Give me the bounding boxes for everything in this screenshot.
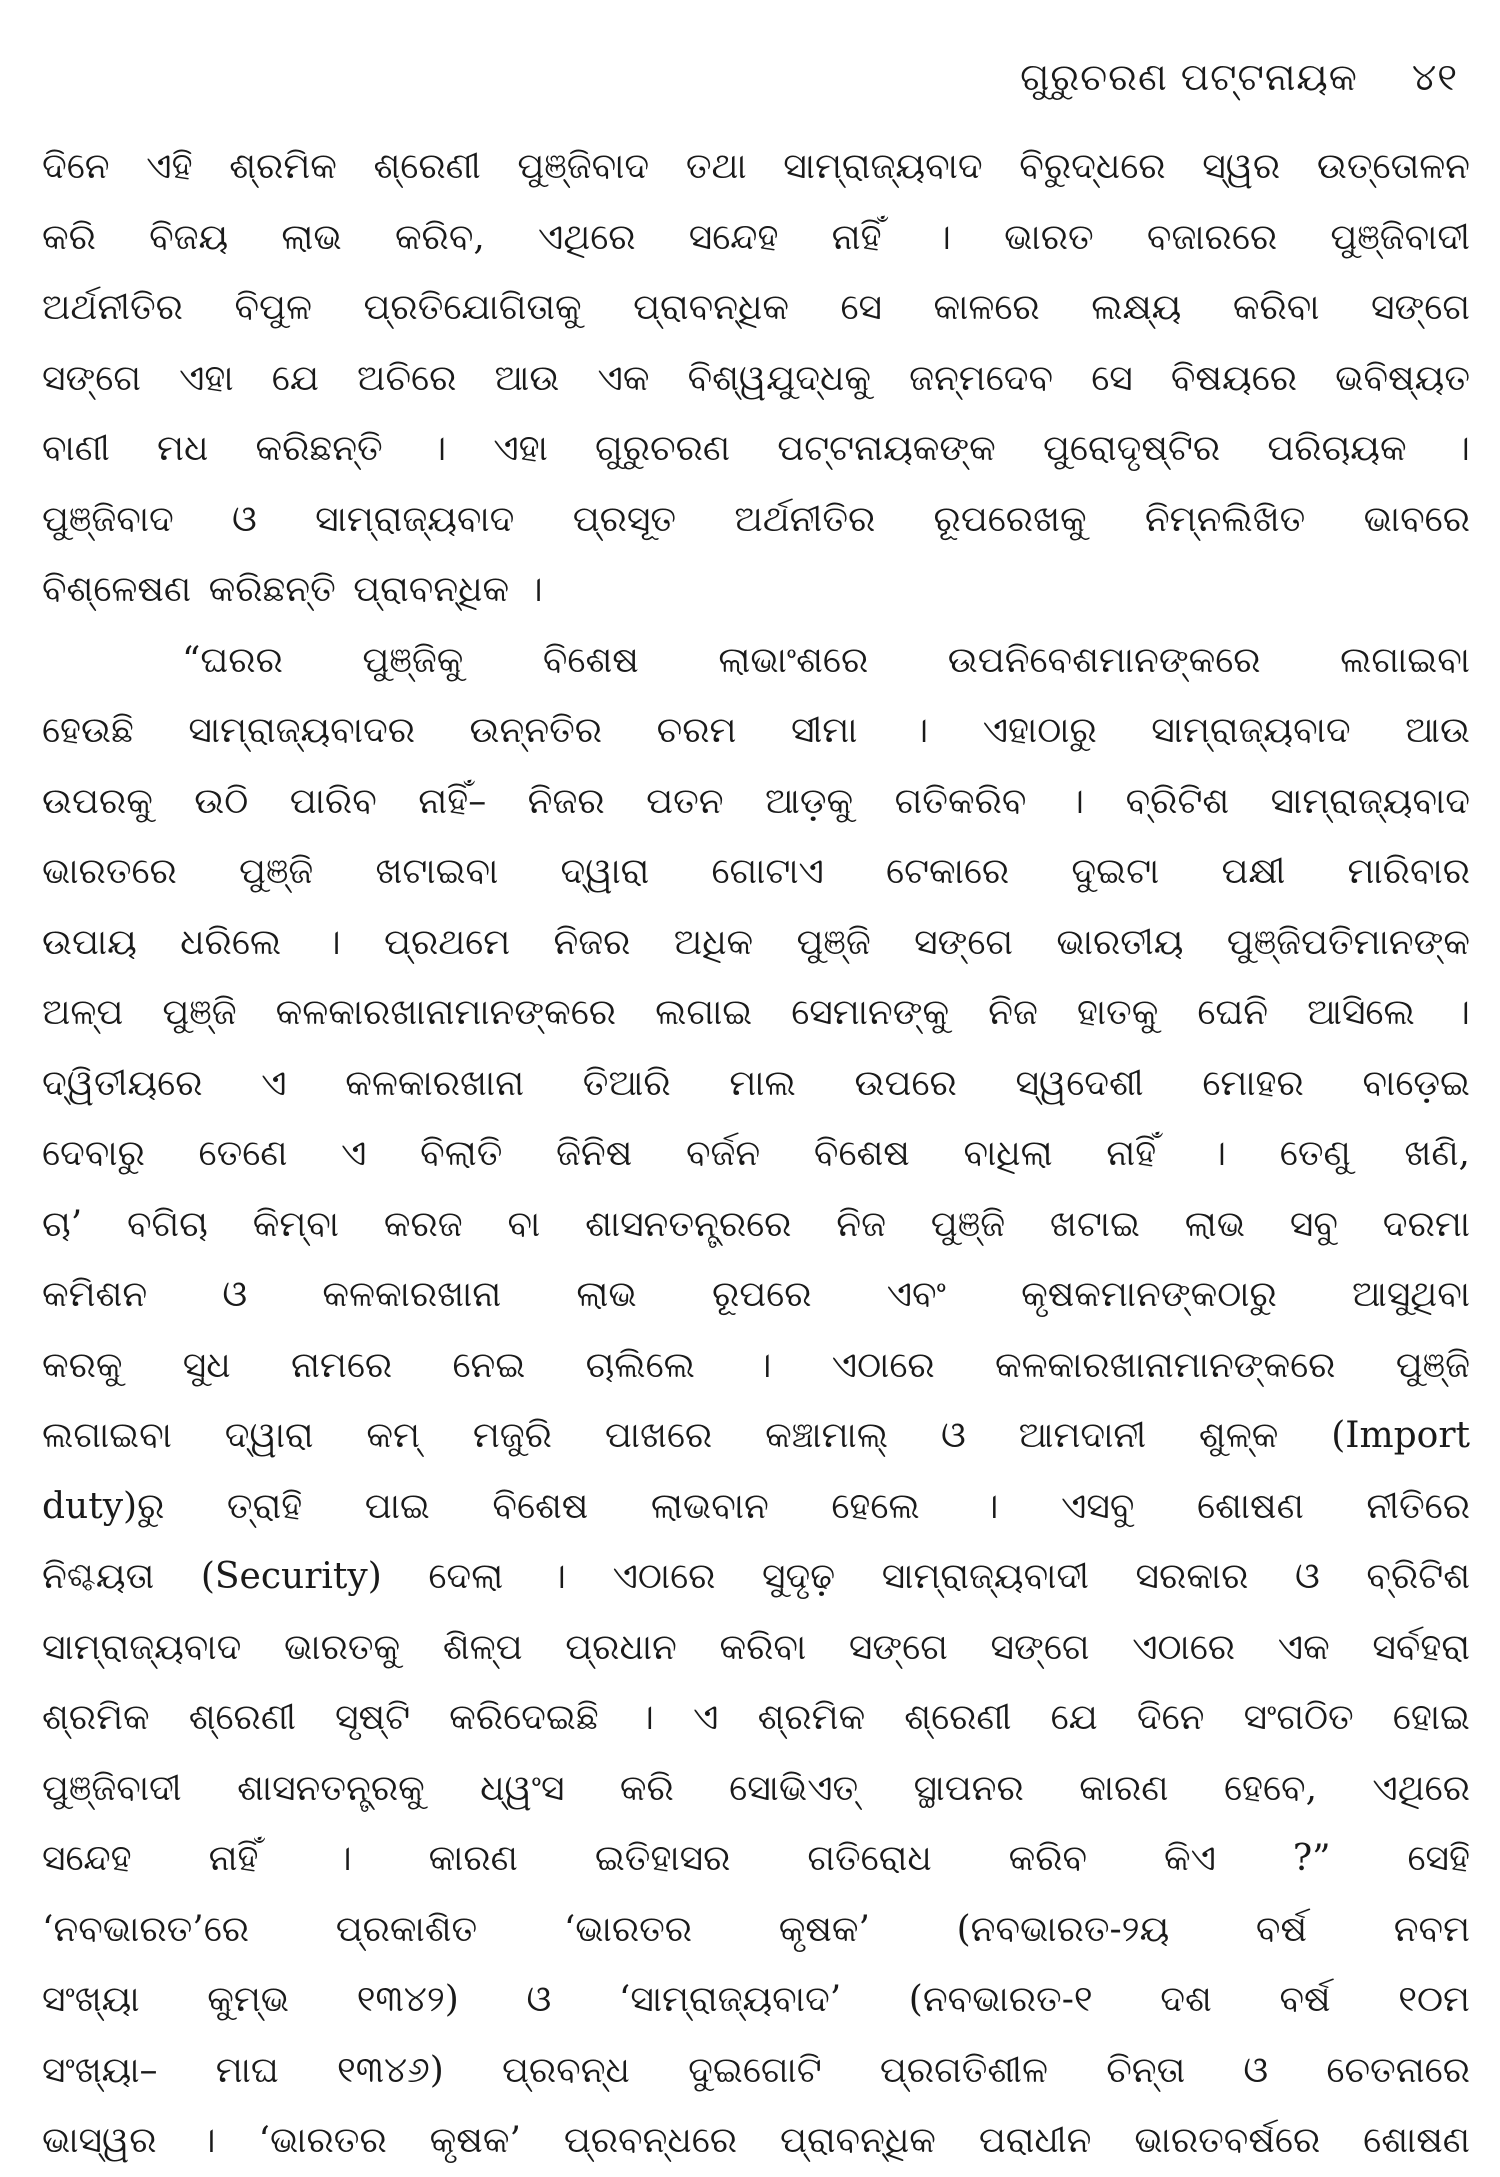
text-line: ସଙ୍ଗେ ଏହା ଯେ ଅଚିରେ ଆଉ ଏକ ବିଶ୍ୱଯୁଦ୍ଧକୁ ଜନ୍ମଦେବ ସେ ବିଷୟରେ ଭବିଷ୍ୟତ xyxy=(42,357,1470,399)
text-line: ପୁଞ୍ଜିବାଦୀ ଶାସନତନ୍ତ୍ରକୁ ଧ୍ୱଂସ କରି ସୋଭିଏତ୍ ସ୍ଥାପନର କାରଣ ହେବେ, ଏଥିରେ xyxy=(42,1767,1470,1809)
text-line: ପୁଞ୍ଜିବାଦ ଓ ସାମ୍ରାଜ୍ୟବାଦ ପ୍ରସୂତ ଅର୍ଥନୀତିର ରୂପରେଖକୁ ନିମ୍ନଲିଖିତ ଭାବରେ xyxy=(42,498,1470,540)
text-line: ଭାସ୍ୱର । ‘ଭାରତର କୃଷକ’ ପ୍ରବନ୍ଧରେ ପ୍ରାବନ୍ଧିକ ପରାଧୀନ ଭାରତବର୍ଷରେ ଶୋଷଣ xyxy=(42,2120,1470,2161)
page-number: ୪୧ xyxy=(1411,55,1458,99)
text-line: ଦିନେ ଏହି ଶ୍ରମିକ ଶ୍ରେଣୀ ପୁଞ୍ଜିବାଦ ତଥା ସାମ୍ରାଜ୍ୟବାଦ ବିରୁଦ୍ଧରେ ସ୍ୱର ଉତ୍ତୋଳନ xyxy=(42,146,1470,187)
text-line: ବାଣୀ ମଧ କରିଛନ୍ତି । ଏହା ଗୁରୁଚରଣ ପଟ୍ଟନାୟକଙ୍କ ପୁରୋଦୃଷ୍ଟିର ପରିଚାୟକ । xyxy=(42,428,1470,469)
text-line: ଉପରକୁ ଉଠି ପାରିବ ନାହିଁ– ନିଜର ପତନ ଆଡ଼କୁ ଗତିକରିବ । ବ୍ରିଟିଶ ସାମ୍ରାଜ୍ୟବାଦ xyxy=(42,780,1470,822)
text-line: ଅଳ୍ପ ପୁଞ୍ଜି କଳକାରଖାନାମାନଙ୍କରେ ଲଗାଇ ସେମାନଙ୍କୁ ନିଜ ହାତକୁ ଘେନି ଆସିଲେ । xyxy=(42,992,1470,1033)
text-line: ଅର୍ଥନୀତିର ବିପୁଳ ପ୍ରତିଯୋଗିତାକୁ ପ୍ରାବନ୍ଧିକ ସେ କାଳରେ ଲକ୍ଷ୍ୟ କରିବା ସଙ୍ଗେ xyxy=(42,287,1470,328)
text-line: ନିଶ୍ଚୟତା (Security) ଦେଲା । ଏଠାରେ ସୁଦୃଢ଼ ସାମ୍ରାଜ୍ୟବାଦୀ ସରକାର ଓ ବ୍ରିଟିଶ xyxy=(42,1556,1470,1597)
text-line: ଶ୍ରମିକ ଶ୍ରେଣୀ ସୃଷ୍ଟି କରିଦେଇଛି । ଏ ଶ୍ରମିକ ଶ୍ରେଣୀ ଯେ ଦିନେ ସଂଗଠିତ ହୋଇ xyxy=(42,1697,1470,1738)
text-line: ବିଶ୍ଳେଷଣ କରିଛନ୍ତି ପ୍ରାବନ୍ଧିକ । xyxy=(42,569,543,610)
running-header xyxy=(1020,55,1458,99)
text-line: ହେଉଛି ସାମ୍ରାଜ୍ୟବାଦର ଉନ୍ନତିର ଚରମ ସୀମା । ଏହାଠାରୁ ସାମ୍ରାଜ୍ୟବାଦ ଆଉ xyxy=(42,710,1470,751)
text-line: ଚା’ ବଗିଚା କିମ୍ବା କରଜ ବା ଶାସନତନ୍ତ୍ରରେ ନିଜ ପୁଞ୍ଜି ଖଟାଇ ଲାଭ ସବୁ ଦରମା xyxy=(42,1203,1470,1245)
text-line: “ଘରର ପୁଞ୍ଜିକୁ ବିଶେଷ ଲାଭାଂଶରେ ଉପନିବେଶମାନଙ୍କରେ ଲଗାଇବା xyxy=(182,639,1470,681)
text-line: ସଂଖ୍ୟା– ମାଘ ୧୩୪୬) ପ୍ରବନ୍ଧ ଦୁଇଗୋଟି ପ୍ରଗତିଶୀଳ ଚିନ୍ତା ଓ ଚେତନାରେ xyxy=(42,2049,1470,2091)
text-line: ସନ୍ଦେହ ନାହିଁ । କାରଣ ଇତିହାସର ଗତିରୋଧ କରିବ କିଏ ?” ସେହି xyxy=(42,1838,1470,1879)
text-line: କରି ବିଜୟ ଲାଭ କରିବ, ଏଥିରେ ସନ୍ଦେହ ନାହିଁ । ଭାରତ ବଜାରରେ ପୁଞ୍ଜିବାଦୀ xyxy=(42,216,1470,258)
text-line: ସାମ୍ରାଜ୍ୟବାଦ ଭାରତକୁ ଶିଳ୍ପ ପ୍ରଧାନ କରିବା ସଙ୍ଗେ ସଙ୍ଗେ ଏଠାରେ ଏକ ସର୍ବହରା xyxy=(42,1626,1470,1668)
text-line: ‘ନବଭାରତ’ରେ ପ୍ରକାଶିତ ‘ଭାରତର କୃଷକ’ (ନବଭାରତ-୨ୟ ବର୍ଷ ନବମ xyxy=(42,1908,1470,1950)
text-line: ଦେବାରୁ ତେଣେ ଏ ବିଲାତି ଜିନିଷ ବର୍ଜନ ବିଶେଷ ବାଧିଲା ନାହିଁ । ତେଣୁ ଖଣି, xyxy=(42,1133,1470,1174)
body-text xyxy=(42,132,1470,2177)
text-line: ସଂଖ୍ୟା କୁମ୍ଭ ୧୩୪୨) ଓ ‘ସାମ୍ରାଜ୍ୟବାଦ’ (ନବଭାରତ-୧ ଦଶ ବର୍ଷ ୧୦ମ xyxy=(42,1979,1470,2020)
text-line: କମିଶନ ଓ କଳକାରଖାନା ଲାଭ ରୂପରେ ଏବଂ କୃଷକମାନଙ୍କଠାରୁ ଆସୁଥିବା xyxy=(42,1274,1470,1315)
text-line: କରକୁ ସୁଧ ନାମରେ ନେଇ ଚାଲିଲେ । ଏଠାରେ କଳକାରଖାନାମାନଙ୍କରେ ପୁଞ୍ଜି xyxy=(42,1344,1470,1386)
running-title: ଗୁରୁଚରଣ ପଟ୍ଟନାୟକ xyxy=(1020,55,1358,99)
text-line: ଦ୍ୱିତୀୟରେ ଏ କଳକାରଖାନା ତିଆରି ମାଲ ଉପରେ ସ୍ୱଦେଶୀ ମୋହର ବାଡ଼େଇ xyxy=(42,1062,1470,1104)
text-line: ଉପାୟ ଧରିଲେ । ପ୍ରଥମେ ନିଜର ଅଧିକ ପୁଞ୍ଜି ସଙ୍ଗେ ଭାରତୀୟ ପୁଞ୍ଜିପତିମାନଙ୍କ xyxy=(42,921,1470,963)
text-line: ଭାରତରେ ପୁଞ୍ଜି ଖଟାଇବା ଦ୍ୱାରା ଗୋଟାଏ ଟେକାରେ ଦୁଇଟା ପକ୍ଷୀ ମାରିବାର xyxy=(42,851,1470,892)
text-line: duty)ରୁ ତ୍ରାହି ପାଇ ବିଶେଷ ଲାଭବାନ ହେଲେ । ଏସବୁ ଶୋଷଣ ନୀତିରେ xyxy=(42,1485,1470,1527)
text-line: ଲଗାଇବା ଦ୍ୱାରା କମ୍ ମଜୁରି ପାଖରେ କଞ୍ଚାମାଲ୍ ଓ ଆମଦାନୀ ଶୁଳ୍କ (Import xyxy=(42,1415,1470,1456)
